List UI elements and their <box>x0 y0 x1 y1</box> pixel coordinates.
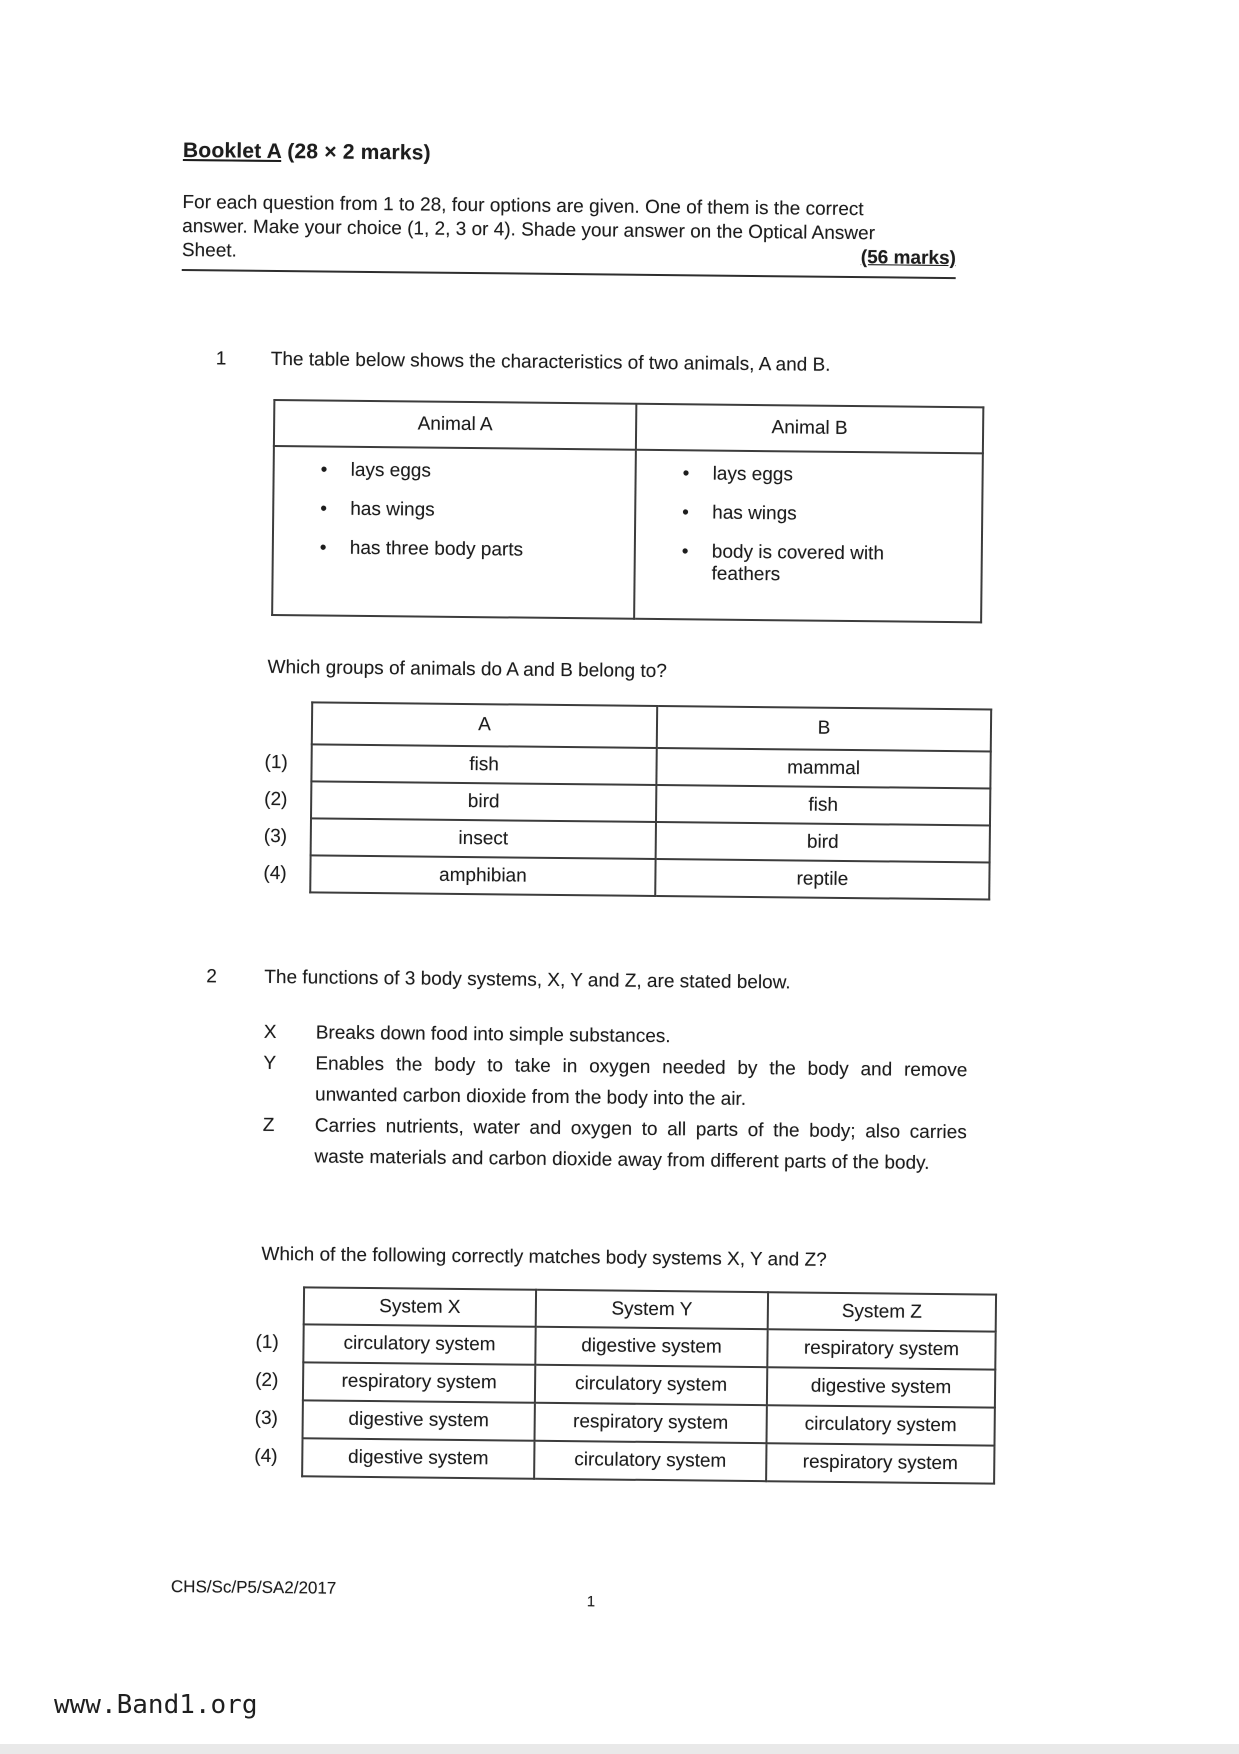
column-header: System Z <box>768 1292 996 1331</box>
instructions <box>182 191 957 279</box>
system-description: Carries nutrients, water and oxygen to all parts of the body; also carries waste materials and carbon dioxide away from different parts of the body. <box>314 1115 967 1174</box>
option-cell: amphibian <box>310 855 655 896</box>
body-systems-list <box>262 1017 968 1179</box>
option-row <box>249 1438 994 1484</box>
option-cell: bird <box>656 822 990 862</box>
animal-a-traits-cell <box>272 446 636 619</box>
option-label: (2) <box>255 1369 279 1392</box>
instructions-line: answer. Make your choice (1, 2, 3 or 4). Shade your answer on the Optical Answer <box>182 215 876 245</box>
option-label: (1) <box>264 751 288 773</box>
option-cell: digestive system <box>303 1400 535 1440</box>
column-header: Animal B <box>636 404 983 454</box>
column-header: System X <box>304 1287 536 1326</box>
question-2 <box>206 966 791 994</box>
column-header: Animal A <box>274 400 636 450</box>
trait-item: • has three body parts <box>274 537 634 563</box>
system-label: Y <box>263 1052 277 1075</box>
option-cell: fish <box>656 785 990 825</box>
site-watermark: www.Band1.org <box>54 1690 258 1720</box>
option-row <box>258 855 989 900</box>
option-cell: circulatory system <box>535 1365 767 1405</box>
question-number: 1 <box>215 348 227 370</box>
option-cell: mammal <box>656 748 990 788</box>
system-description: Breaks down food into simple substances. <box>315 1022 671 1048</box>
booklet-heading <box>183 139 431 166</box>
bottom-strip <box>0 1744 1239 1754</box>
question-1 <box>216 348 831 376</box>
animal-b-traits-cell <box>634 450 983 623</box>
option-cell: respiratory system <box>766 1443 994 1483</box>
booklet-title: Booklet A <box>182 139 282 164</box>
question-stem: The table below shows the characteristics of two animals, A and B. <box>270 348 831 376</box>
question-number: 2 <box>206 966 218 988</box>
question-stem: The functions of 3 body systems, X, Y and Z, are stated below. <box>264 966 791 994</box>
option-label: (3) <box>254 1407 279 1430</box>
instructions-line: Sheet. <box>181 239 237 262</box>
question-1-sub-question: Which groups of animals do A and B belong to? <box>267 656 667 683</box>
option-cell: reptile <box>655 859 989 899</box>
column-header: A <box>312 702 657 748</box>
total-marks: (56 marks) <box>860 247 957 270</box>
option-cell: respiratory system <box>535 1403 767 1443</box>
option-cell: fish <box>311 744 656 785</box>
page-number: 1 <box>586 1593 596 1611</box>
option-label: (4) <box>263 862 287 884</box>
option-cell: respiratory system <box>767 1329 995 1369</box>
option-label: (2) <box>264 788 288 810</box>
question-2-options-table <box>249 1286 997 1485</box>
option-cell: circulatory system <box>534 1441 766 1481</box>
animal-traits-table <box>271 399 984 623</box>
instructions-line: For each question from 1 to 28, four options are given. One of them is the correct <box>182 191 864 221</box>
option-label: (4) <box>254 1445 278 1468</box>
system-item <box>262 1110 967 1179</box>
paper-code: CHS/Sc/P5/SA2/2017 <box>170 1576 337 1598</box>
system-description: Enables the body to take in oxygen needed by the body and remove unwanted carbon dioxide from the body into the air. <box>315 1053 968 1110</box>
system-label: Z <box>262 1114 275 1137</box>
question-1-options-table <box>258 701 992 901</box>
booklet-marks: (28 × 2 marks) <box>287 140 431 165</box>
option-label: (1) <box>255 1331 279 1354</box>
trait-item: • has wings <box>636 502 981 528</box>
column-header: System Y <box>536 1290 768 1329</box>
option-cell: circulatory system <box>766 1405 994 1445</box>
option-cell: circulatory system <box>303 1324 535 1364</box>
system-item <box>263 1048 968 1117</box>
question-2-sub-question: Which of the following correctly matches body systems X, Y and Z? <box>261 1243 827 1271</box>
trait-item: • lays eggs <box>275 459 635 485</box>
trait-item: • has wings <box>274 498 634 524</box>
option-cell: bird <box>311 781 656 822</box>
option-cell: digestive system <box>302 1438 534 1478</box>
option-cell: respiratory system <box>303 1362 535 1402</box>
trait-item: • body is covered with feathers <box>635 541 980 589</box>
trait-item: • lays eggs <box>637 463 982 489</box>
option-cell: digestive system <box>535 1327 767 1367</box>
option-cell: insect <box>311 818 656 859</box>
option-label: (3) <box>263 825 288 847</box>
option-cell: digestive system <box>767 1367 995 1407</box>
system-label: X <box>263 1021 277 1044</box>
column-header: B <box>657 706 991 751</box>
